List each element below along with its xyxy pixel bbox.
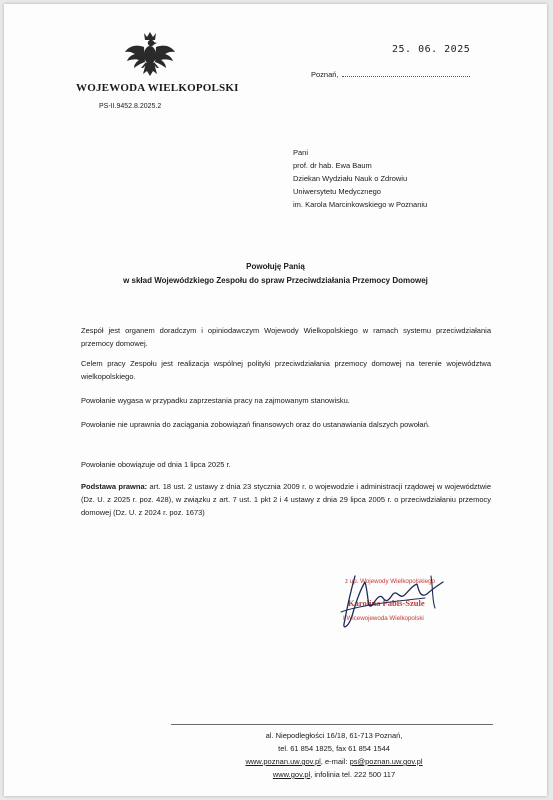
addressee-line: Pani xyxy=(293,148,309,157)
stamp-line-1: z up. Wojewody Wielkopolskiego xyxy=(345,578,435,585)
subject-line-1: Powołuję Panią xyxy=(246,262,305,271)
website-link[interactable]: www.poznan.uw.gov.pl xyxy=(245,757,321,766)
footer-address: al. Niepodległości 16/18, 61-713 Poznań, xyxy=(265,731,403,740)
paragraph-2: Celem pracy Zespołu jest realizacja wspólnej polityki przeciwdziałania przemocy domowej na terenie województwa wielkopolskiego. xyxy=(81,359,491,381)
paragraph-1: Zespół jest organem doradczym i opiniodawczym Wojewody Wielkopolskiego w ramach systemu przeciwdziałania przemocy domowej. xyxy=(81,326,491,348)
addressee-line: Uniwersytetu Medycznego xyxy=(293,187,381,196)
legal-basis xyxy=(81,480,491,519)
addressee-line: im. Karola Marcinkowskiego w Poznaniu xyxy=(293,200,428,209)
legal-basis-text: art. 18 ust. 2 ustawy z dnia 23 stycznia 2009 r. o wojewodzie i administracji rządowej w województwie (Dz. U. z 2025 r. poz. 428), w związku z art. 7 ust. 1 pkt 2 i 4 ustawy z dnia 29 lipca 2005 r. o przeciwdziałaniu przemocy domowej (Dz. U. z 2024 r. poz. 1673) xyxy=(81,482,491,517)
email-label: , e-mail: xyxy=(320,757,348,766)
signature-stamp-area xyxy=(327,568,477,638)
addressee-block xyxy=(293,146,427,211)
addressee-line: prof. dr hab. Ewa Baum xyxy=(293,161,372,170)
email-link[interactable]: ps@poznan.uw.gov.pl xyxy=(349,757,423,766)
subject-line-2: w skład Wojewódzkiego Zespołu do spraw Przeciwdziałania Przemocy Domowej xyxy=(123,276,428,285)
date-dotted-line xyxy=(342,76,470,77)
hotline-text: , infolinia tel. 222 500 117 xyxy=(310,770,396,779)
polish-eagle-emblem-icon xyxy=(122,30,178,80)
stamp-line-2: Karolina Fabiś-Szule xyxy=(348,598,425,608)
footer-divider xyxy=(171,724,493,725)
reference-number: PS-II.9452.8.2025.2 xyxy=(99,103,162,110)
authority-name: WOJEWODA WIELKOPOLSKI xyxy=(76,82,239,94)
footer-contact xyxy=(154,755,514,768)
place-line xyxy=(311,70,470,79)
place-label: Poznań, xyxy=(311,70,339,79)
handwritten-date: 25. 06. 2025 xyxy=(392,44,471,55)
document-page xyxy=(4,4,547,796)
addressee-line: Dziekan Wydziału Nauk o Zdrowiu xyxy=(293,174,408,183)
paragraph-3: Powołanie wygasa w przypadku zaprzestania pracy na zajmowanym stanowisku. xyxy=(81,396,350,405)
footer-phone: tel. 61 854 1825, fax 61 854 1544 xyxy=(278,744,390,753)
handwritten-signature xyxy=(327,568,477,638)
gov-link[interactable]: www.gov.pl xyxy=(272,770,311,779)
paragraph-5: Powołanie obowiązuje od dnia 1 lipca 2025 r. xyxy=(81,460,231,469)
stamp-line-3: I Wicewojewoda Wielkopolski xyxy=(343,615,424,622)
footer-gov xyxy=(154,768,514,781)
legal-basis-label: Podstawa prawna: xyxy=(81,482,148,491)
paragraph-4: Powołanie nie uprawnia do zaciągania zobowiązań finansowych oraz do ustanawiania dalszych powołań. xyxy=(81,420,430,429)
